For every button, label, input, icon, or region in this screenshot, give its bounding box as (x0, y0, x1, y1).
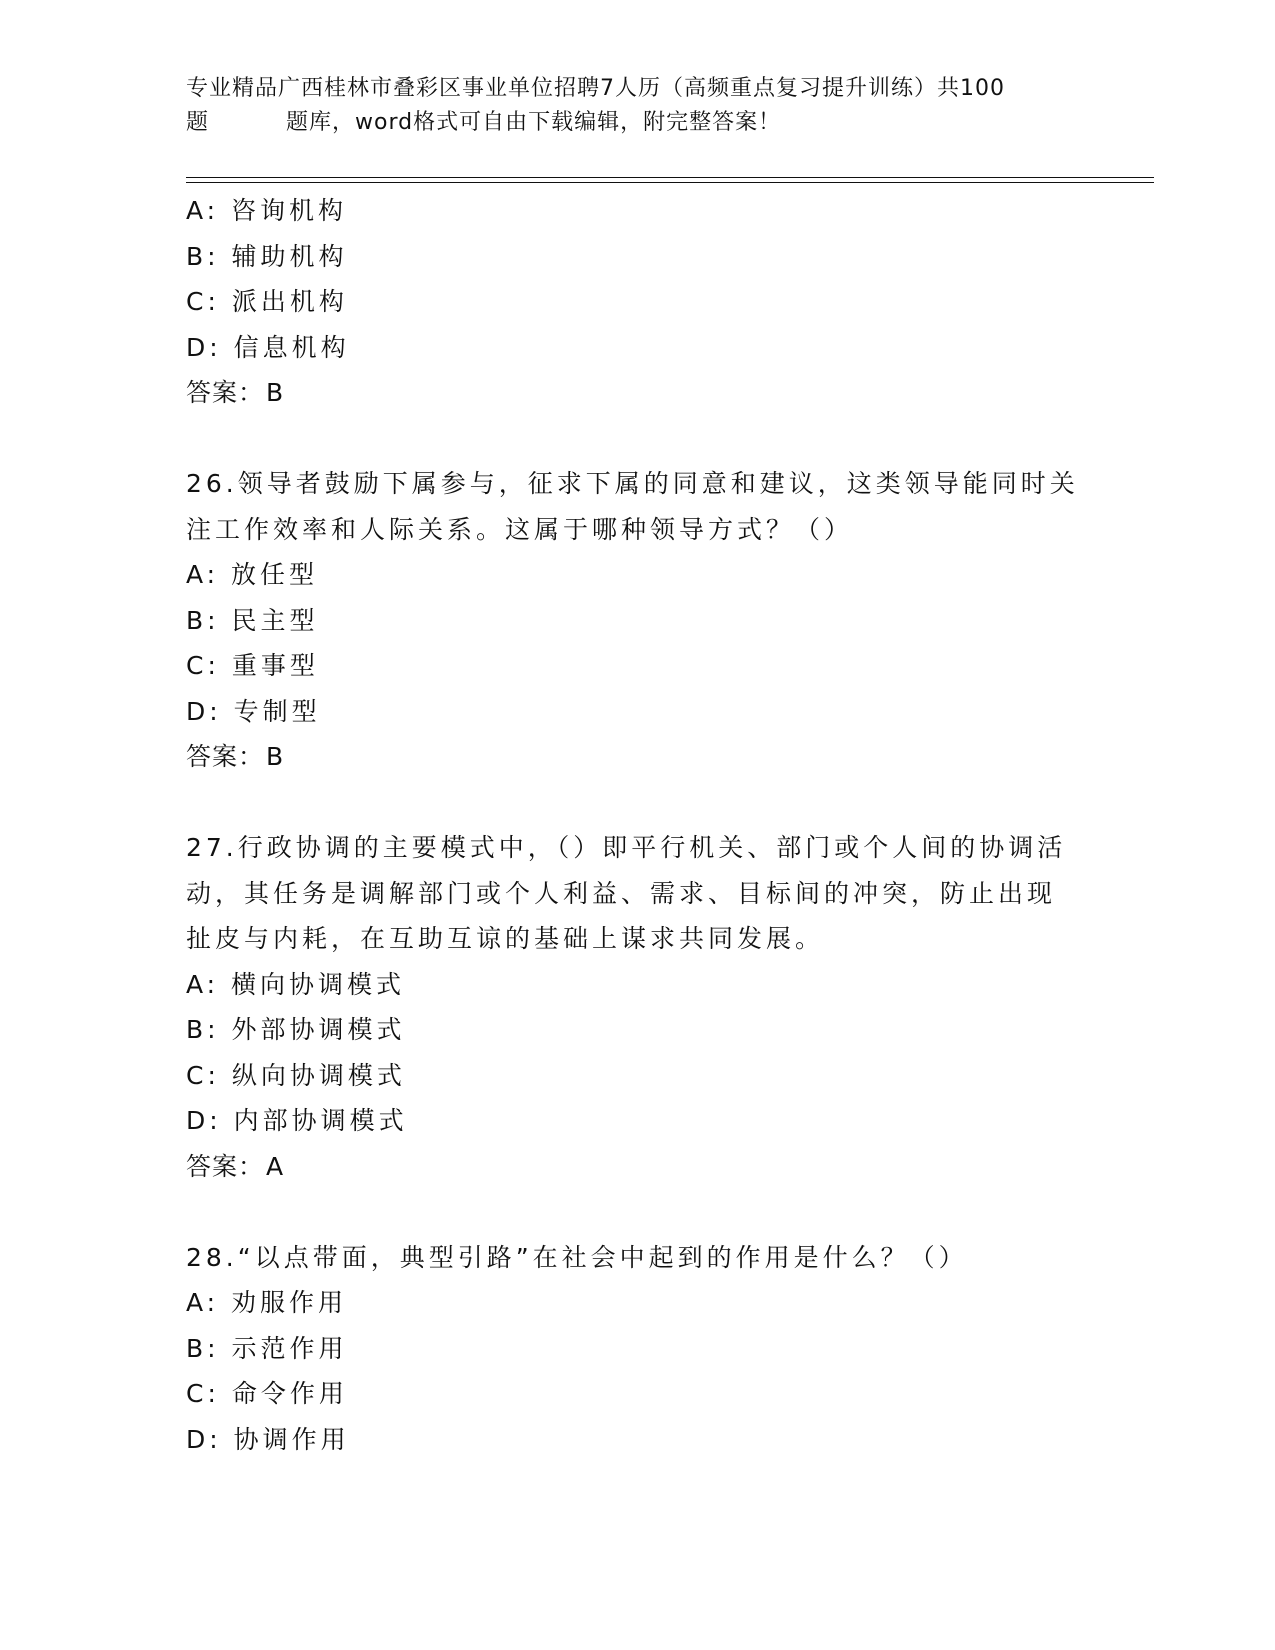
option-c: C: 命令作用 (186, 1379, 348, 1408)
question-text-line: 扯皮与内耗，在互助互谅的基础上谋求共同发展。 (186, 924, 825, 953)
answer-label: 答案： (186, 1151, 265, 1181)
spacer (186, 780, 1086, 826)
question-text-line: 27.行政协调的主要模式中，（）即平行机关、部门或个人间的协调活 (186, 833, 1067, 862)
answer-value: B (266, 378, 285, 407)
header-rule-top (186, 177, 1154, 178)
option-a: A: 劝服作用 (186, 1288, 348, 1317)
question-text-line: 动，其任务是调解部门或个人利益、需求、目标间的冲突，防止出现 (186, 878, 1057, 908)
option-a: A: 放任型 (186, 560, 319, 589)
question-text-line: 注工作效率和人际关系。这属于哪种领导方式？（） (186, 514, 854, 544)
prev-question (186, 188, 1086, 416)
answer-label: 答案： (186, 378, 265, 407)
option-d: D: 协调作用 (186, 1424, 350, 1454)
spacer (186, 1189, 1086, 1235)
answer-line (186, 734, 1086, 780)
option-d: D: 专制型 (186, 696, 321, 726)
question-26 (186, 461, 1086, 780)
option-c: C: 纵向协调模式 (186, 1060, 406, 1090)
option-b: B: 辅助机构 (186, 241, 348, 271)
question-text-line: 28.“以点带面，典型引路”在社会中起到的作用是什么？（） (186, 1242, 968, 1272)
option-d: D: 内部协调模式 (186, 1106, 408, 1135)
header-line-2-right: 题库，word格式可自由下载编辑，附完整答案！ (286, 110, 782, 135)
option-d: D: 信息机构 (186, 332, 350, 362)
header-line-2 (186, 106, 1086, 140)
option-b: B: 外部协调模式 (186, 1015, 406, 1044)
spacer (186, 416, 1086, 462)
question-28 (186, 1235, 1086, 1463)
question-text-line: 26.领导者鼓励下属参与，征求下属的同意和建议，这类领导能同时关 (186, 469, 1079, 498)
answer-value: A (266, 1151, 285, 1181)
option-b: B: 民主型 (186, 605, 319, 635)
header-rule-bottom (186, 182, 1154, 183)
question-content (186, 188, 1086, 1462)
answer-value: B (266, 742, 285, 771)
answer-label: 答案： (186, 742, 265, 771)
option-a: A: 咨询机构 (186, 196, 348, 225)
option-c: C: 重事型 (186, 651, 319, 680)
option-c: C: 派出机构 (186, 287, 348, 316)
header-line-2-left: 题 (186, 110, 210, 135)
question-27 (186, 825, 1086, 1189)
answer-line (186, 370, 1086, 416)
option-b: B: 示范作用 (186, 1333, 348, 1363)
header-line-1: 专业精品广西桂林市叠彩区事业单位招聘7人历（高频重点复习提升训练）共100 (186, 76, 1005, 101)
page-header (186, 72, 1086, 140)
answer-line (186, 1144, 1086, 1190)
option-a: A: 横向协调模式 (186, 969, 406, 999)
